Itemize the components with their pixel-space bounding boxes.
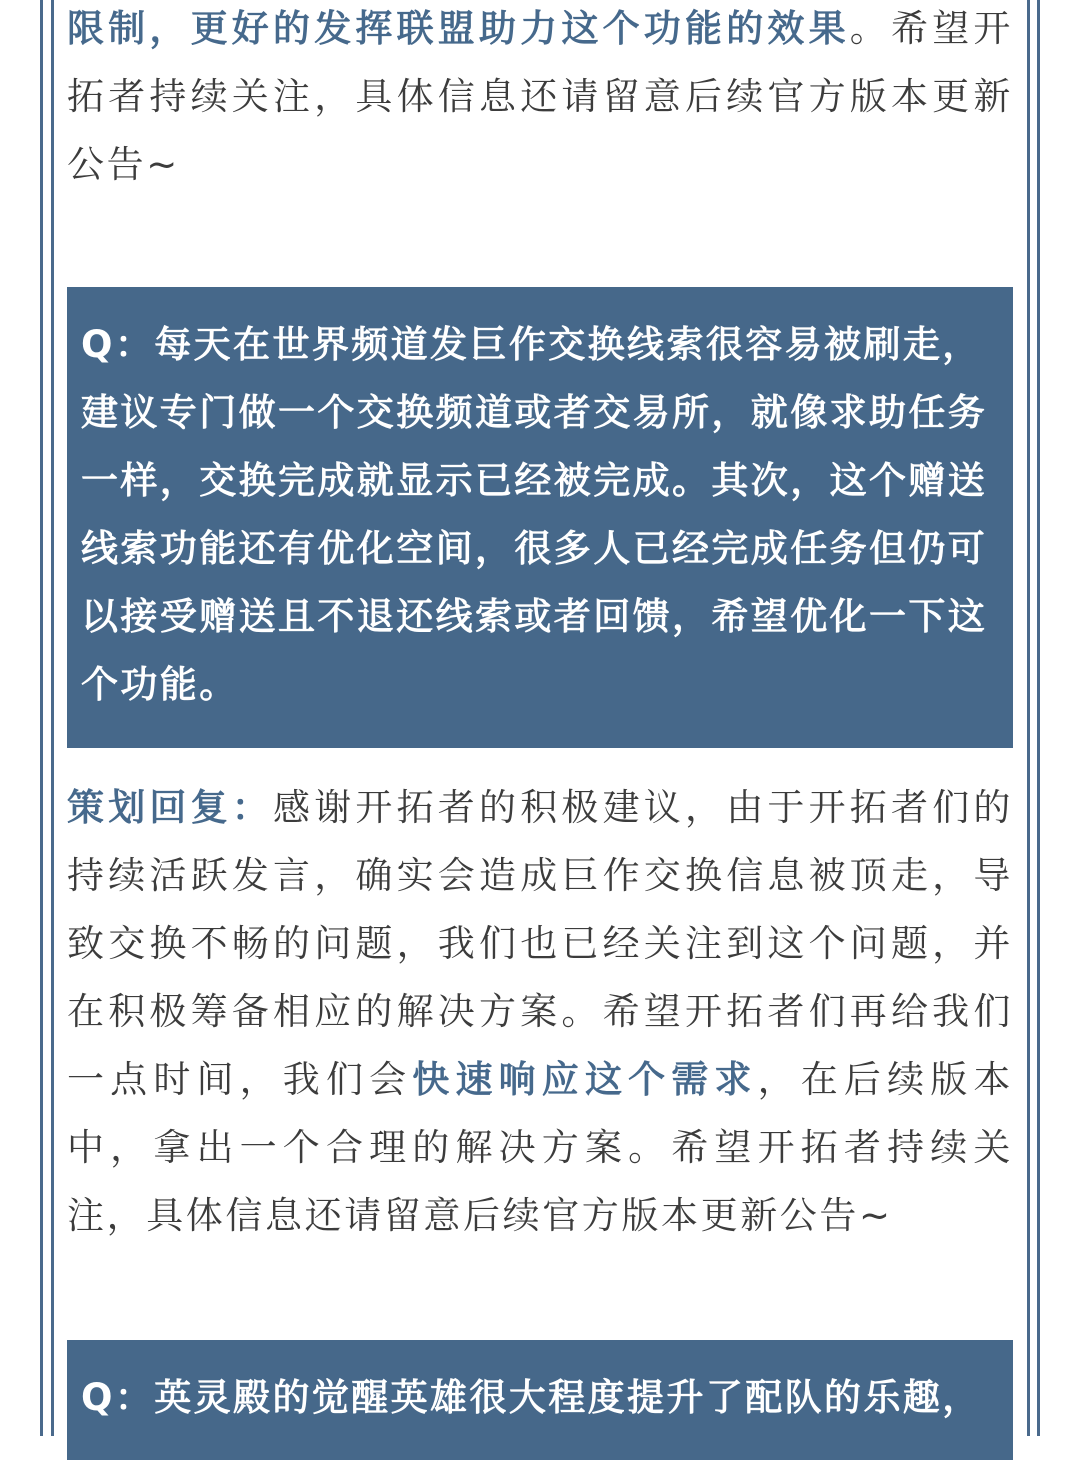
question-box xyxy=(67,287,1013,748)
reply-text-part2: ，在后续版本中，拿出一个合理的解决方案。希望开拓者持续关注，具体信息还请留意后续官方版本更新公告~ xyxy=(67,1058,1013,1237)
frame-border-left-inner xyxy=(51,0,54,1436)
frame-border-right-outer xyxy=(1037,0,1040,1436)
question-text: Q：英灵殿的觉醒英雄很大程度提升了配队的乐趣， xyxy=(81,1376,982,1419)
reply-paragraph xyxy=(67,774,1013,1250)
frame-border-right-inner xyxy=(1027,0,1030,1436)
intro-paragraph xyxy=(67,0,1013,199)
reply-label: 策划回复： xyxy=(67,786,273,829)
frame-border-left-outer xyxy=(40,0,43,1436)
intro-rest: 。希望开拓者持续关注，具体信息还请留意后续官方版本更新公告~ xyxy=(67,7,1013,186)
reply-text-part1: 感谢开拓者的积极建议，由于开拓者们的持续活跃发言，确实会造成巨作交换信息被顶走，导致交换不畅的问题，我们也已经关注到这个问题，并在积极筹备相应的解决方案。希望开拓者们再给我们一点时间，我们会 xyxy=(67,786,1013,1101)
question-text: Q：每天在世界频道发巨作交换线索很容易被刷走，建议专门做一个交换频道或者交易所，就像求助任务一样，交换完成就显示已经被完成。其次，这个赠送线索功能还有优化空间，很多人已经完成任务但仍可以接受赠送且不退还线索或者回馈，希望优化一下这个功能。 xyxy=(81,323,988,706)
intro-highlight: 限制，更好的发挥联盟助力这个功能的效果 xyxy=(67,7,850,50)
question-box xyxy=(67,1340,1013,1460)
reply-highlight: 快速响应这个需求 xyxy=(412,1058,758,1101)
